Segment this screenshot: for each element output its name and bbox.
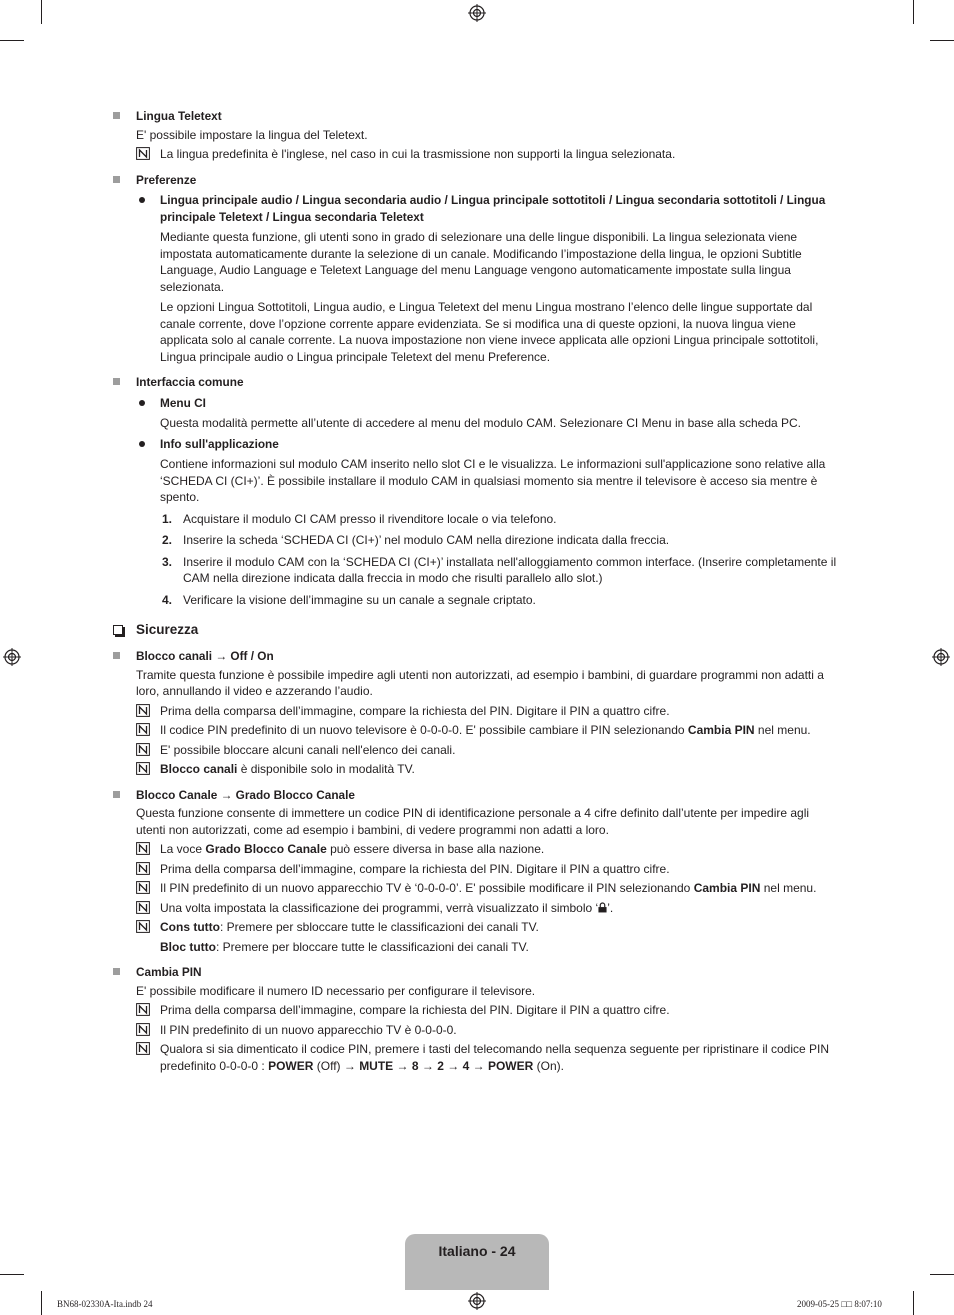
note-text: La lingua predefinita è l'inglese, nel caso in cui la trasmissione non supporti la lingua selezionata. [160, 147, 676, 161]
bold-term: Cambia PIN [687, 723, 755, 737]
bullet-title: Lingua principale audio / Lingua secondaria audio / Lingua principale sottotitoli / Lingua secondaria sottotitoli / Lingua principale Teletext / Lingua secondaria Teletext [160, 193, 826, 224]
note [136, 1022, 841, 1039]
note [136, 742, 841, 759]
menu-item [113, 172, 841, 366]
step [136, 511, 841, 528]
note-icon [136, 1003, 150, 1016]
crop-mark [913, 1291, 914, 1315]
note-text: Prima della comparsa dell’immagine, compare la richiesta del PIN. Digitare il PIN a quattro cifre. [160, 703, 670, 718]
print-file-info: BN68-02330A-Ita.indb 24 [57, 1299, 153, 1309]
note-text: Il PIN predefinito di un nuovo apparecchio TV è 0-0-0-0. [160, 1022, 457, 1037]
item-title: Blocco canali → Off / On [136, 649, 274, 663]
note-icon [136, 920, 150, 933]
item-title: Blocco Canale → Grado Blocco Canale [136, 787, 355, 802]
section-title: Sicurezza [136, 622, 199, 637]
step [136, 554, 841, 587]
menu-item [113, 374, 841, 608]
bullet-paragraph: Mediante questa funzione, gli utenti sono in grado di selezionare una delle lingue disponibili. La lingua selezionata viene impostata automaticamente durante la selezione di un canale. Modificando l’impostazione della lingua, le opzioni Subtitle Language, Audio Language e Teletext Language del menu Language vengono automaticamente impostate sulla lingua selezionata. [160, 230, 802, 294]
step-number: 1. [162, 511, 173, 526]
step-text: Inserire la scheda ‘SCHEDA CI (CI+)’ nel modulo CAM nella direzione indicata dalla freccia. [183, 533, 670, 547]
square-bullet-icon [113, 378, 120, 385]
bullet-item [136, 436, 841, 506]
note-text: La voce Grado Blocco Canale può essere diversa in base alla nazione. [160, 842, 545, 856]
print-datetime: 2009-05-25 □□ 8:07:10 [797, 1299, 882, 1309]
page-number-tab [405, 1234, 549, 1290]
note [136, 880, 841, 897]
bullet-paragraph: Le opzioni Lingua Sottotitoli, Lingua audio, e Lingua Teletext del menu Lingua mostrano l’elenco delle lingue supportate dal canale corrente, dove l’opzione corrente appare evidenziata. Se si modifica una di queste opzioni, la nuova lingua viene applicata solo al canale corrente. La nuova impostazione non viene invece applicata alle opzioni Lingua principale sottotitoli, Lingua principale audio o Lingua principale Teletext del menu Preference. [160, 300, 819, 364]
crop-mark [913, 0, 914, 24]
bullet-dot-icon [139, 197, 145, 203]
bold-term: Grado Blocco Canale [205, 842, 327, 856]
note-icon [136, 1042, 150, 1055]
bullet-title: Menu CI [160, 395, 206, 410]
bold-term: Cons tutto [160, 920, 220, 934]
note-icon [136, 1023, 150, 1036]
note [136, 1041, 841, 1074]
item-description: E' possibile impostare la lingua del Teletext. [136, 127, 368, 142]
bold-term: POWER [487, 1058, 534, 1073]
crop-mark [41, 0, 42, 24]
item-description: E' possibile modificare il numero ID necessario per configurare il televisore. [136, 983, 536, 998]
note-icon [136, 862, 150, 875]
registration-mark-icon [3, 648, 21, 666]
item-description: Tramite questa funzione è possibile impedire agli utenti non autorizzati, ad esempio i bambini, di guardare programmi non adatti a loro, annullando il video e azzerando l’audio. [136, 667, 824, 698]
bold-term: Cambia PIN [693, 881, 761, 895]
lock-icon [598, 902, 607, 913]
note [136, 761, 841, 778]
note [136, 1002, 841, 1019]
registration-mark-icon [468, 4, 486, 22]
item-title: Cambia PIN [136, 965, 202, 979]
crop-mark [0, 40, 24, 41]
note [136, 722, 841, 739]
registration-mark-icon [468, 1292, 486, 1310]
note-continuation [136, 939, 841, 956]
step-number: 4. [162, 592, 173, 607]
crop-mark [41, 1291, 42, 1315]
note-icon [136, 704, 150, 717]
item-description: Questa funzione consente di immettere un codice PIN di identificazione personale a 4 cifre definito dall’utente per impedire agli utenti non autorizzati, come ad esempio i bambini, di vedere programmi non adatti a loro. [136, 806, 810, 837]
square-bullet-icon [113, 791, 120, 798]
note-icon [136, 842, 150, 855]
menu-item [113, 787, 841, 956]
square-bullet-icon [113, 176, 120, 183]
bold-term: Bloc tutto [160, 939, 216, 954]
square-bullet-icon [113, 968, 120, 975]
crop-mark [0, 1274, 24, 1275]
bold-term: 8 [411, 1058, 419, 1073]
bold-term: 2 [437, 1058, 444, 1073]
note [136, 703, 841, 720]
bullet-paragraph: Contiene informazioni sul modulo CAM inserito nello slot CI e le visualizza. Le informazioni sull'applicazione sono relative alla ‘SCHEDA CI (CI+)’. È possibile installare il modulo CAM in qualsiasi momento sia mentre il televisore è acceso sia mentre è spento. [160, 457, 826, 504]
square-bullet-icon [113, 112, 120, 119]
bullet-item [136, 395, 841, 432]
note-text: Bloc tutto: Premere per bloccare tutte le classificazioni dei canali TV. [160, 939, 529, 954]
note-text: E' possibile bloccare alcuni canali nell'elenco dei canali. [160, 742, 456, 757]
step-number: 3. [162, 554, 173, 569]
note-text: Blocco canali è disponibile solo in modalità TV. [160, 762, 415, 776]
square-bullet-icon [113, 652, 120, 659]
item-title: Preferenze [136, 172, 197, 187]
menu-item [113, 648, 841, 778]
crop-mark [930, 40, 954, 41]
note-text: Cons tutto: Premere per sbloccare tutte le classificazioni dei canali TV. [160, 920, 539, 934]
step-text: Verificare la visione dell’immagine su un canale a segnale criptato. [183, 592, 536, 607]
note-text: Il codice PIN predefinito di un nuovo televisore è 0-0-0-0. E' possibile cambiare il PIN selezionando Cambia PIN nel menu. [160, 723, 811, 737]
step-list [136, 511, 841, 609]
section-heading [113, 621, 841, 639]
item-title: Lingua Teletext [136, 109, 222, 123]
note-text: Prima della comparsa dell’immagine, compare la richiesta del PIN. Digitare il PIN a quattro cifre. [160, 861, 670, 876]
bold-term: Blocco canali [160, 762, 238, 776]
bullet-dot-icon [139, 400, 145, 406]
checkbox-icon [113, 625, 123, 635]
step-text: Acquistare il modulo CI CAM presso il rivenditore locale o via telefono. [183, 511, 557, 526]
note [136, 146, 841, 163]
registration-mark-icon [932, 648, 950, 666]
manual-content [113, 108, 841, 1074]
note-icon [136, 743, 150, 756]
bold-term: POWER [268, 1058, 314, 1073]
note-text: Una volta impostata la classificazione dei programmi, verrà visualizzato il simbolo ‘ ’. [160, 900, 614, 915]
note [136, 841, 841, 858]
note-icon [136, 762, 150, 775]
note [136, 861, 841, 878]
bold-term: 4 [462, 1058, 470, 1073]
step-text: Inserire il modulo CAM con la ‘SCHEDA CI (CI+)’ installata nell'alloggiamento common interface. (Inserire completamente il CAM nella direzione indicata dalla freccia in modo che risulti parallelo allo slot.) [183, 554, 837, 585]
step-number: 2. [162, 533, 173, 547]
page-label: Italiano - 24 [438, 1243, 516, 1259]
note-text: Il PIN predefinito di un nuovo apparecchio TV è ‘0-0-0-0’. E' possibile modificare il PIN selezionando Cambia PIN nel menu. [160, 881, 817, 895]
note-icon [136, 147, 150, 160]
step [136, 592, 841, 609]
bullet-title: Info sull'applicazione [160, 436, 279, 451]
menu-item [113, 964, 841, 1074]
bullet-paragraph: Questa modalità permette all’utente di accedere al menu del modulo CAM. Selezionare CI Menu in base alla scheda PC. [160, 416, 802, 430]
crop-mark [930, 1274, 954, 1275]
step [136, 532, 841, 549]
bullet-item [136, 192, 841, 365]
note [136, 900, 841, 917]
note [136, 919, 841, 936]
note-icon [136, 723, 150, 736]
item-title: Interfaccia comune [136, 375, 244, 389]
menu-item [113, 108, 841, 163]
note-icon [136, 901, 150, 914]
note-icon [136, 881, 150, 894]
bold-term: MUTE [359, 1058, 394, 1073]
note-text: Qualora si sia dimenticato il codice PIN, premere i tasti del telecomando nella sequenza seguente per ripristinare il codice PIN predefinito 0-0-0-0 : POWER (Off) → MUTE → 8 → 2 → 4 → POWER (On). [160, 1042, 830, 1073]
note-text: Prima della comparsa dell’immagine, compare la richiesta del PIN. Digitare il PIN a quattro cifre. [160, 1003, 670, 1017]
bullet-dot-icon [139, 441, 145, 447]
